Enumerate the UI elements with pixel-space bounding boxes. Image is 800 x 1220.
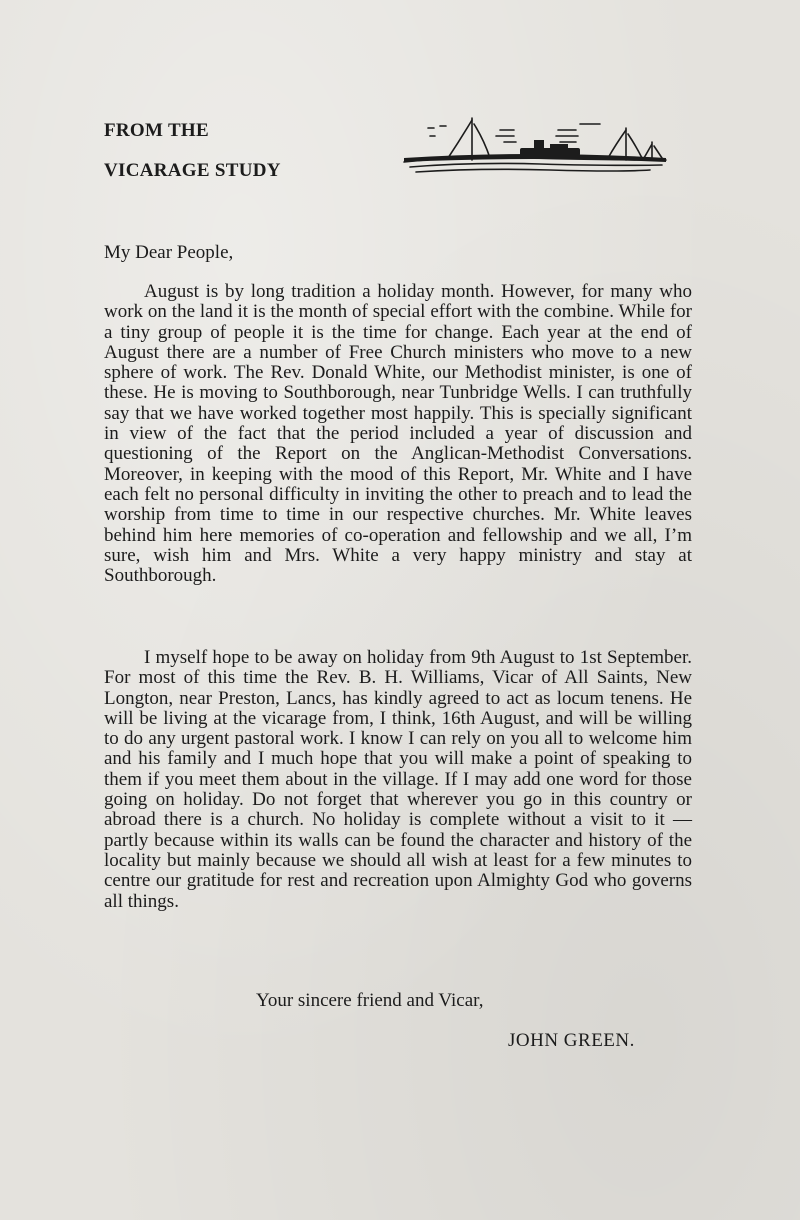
letter-paragraph: I myself hope to be away on holiday from 9th August to 1st September. For most of this time the Rev. B. H. Williams, Vicar of All Saints, New Longton, near Preston, Lancs, has kindly agreed to act as locum tenens. He will be living at the vicarage from, I think, 16th August, and will be willing to do any urgent pastoral work. I know I can rely on you all to welcome him and his family and I much hope that you will make a point of speaking to them if you meet them about in the village. If I may add one word for those going on holiday. Do not forget that wherever you go in this country or abroad there is a church. No holiday is complete without a visit to it — partly because within its walls can be found the character and history of the locality but mainly because we should all wish at least for a few minutes to centre our gratitude for rest and recreation upon Almighty God who governs all things.	[104, 647, 692, 912]
letter-salutation: My Dear People,	[104, 242, 234, 263]
letter-signature: JOHN GREEN.	[508, 1030, 635, 1051]
letter-paragraph: August is by long tradition a holiday month. However, for many who work on the land it is the month of special effort with the combine. While for a tiny group of people it is the time for change. Each year at the end of August there are a number of Free Church ministers who move to a new sphere of work. The Rev. Donald White, our Methodist minister, is one of these. He is moving to Southborough, near Tunbridge Wells. I can truthfully say that we have worked together most happily. This is specially significant in view of the fact that the period included a year of discussion and questioning of the Report on the Anglican-Methodist Conversations. Moreover, in keeping with the mood of this Report, Mr. White and I have each felt no personal difficulty in inviting the other to preach and to lead the worship from time to time in our respective churches. Mr. White leaves behind him here memories of co-operation and fellowship and we all, I’m sure, wish him and Mrs. White a very happy ministry and stay at Southborough.	[104, 281, 692, 587]
section-title-line-2: VICARAGE STUDY	[104, 160, 281, 181]
sailing-boats-icon	[400, 112, 670, 182]
letter-closing: Your sincere friend and Vicar,	[256, 990, 484, 1011]
section-title-line-1: FROM THE	[104, 120, 209, 141]
